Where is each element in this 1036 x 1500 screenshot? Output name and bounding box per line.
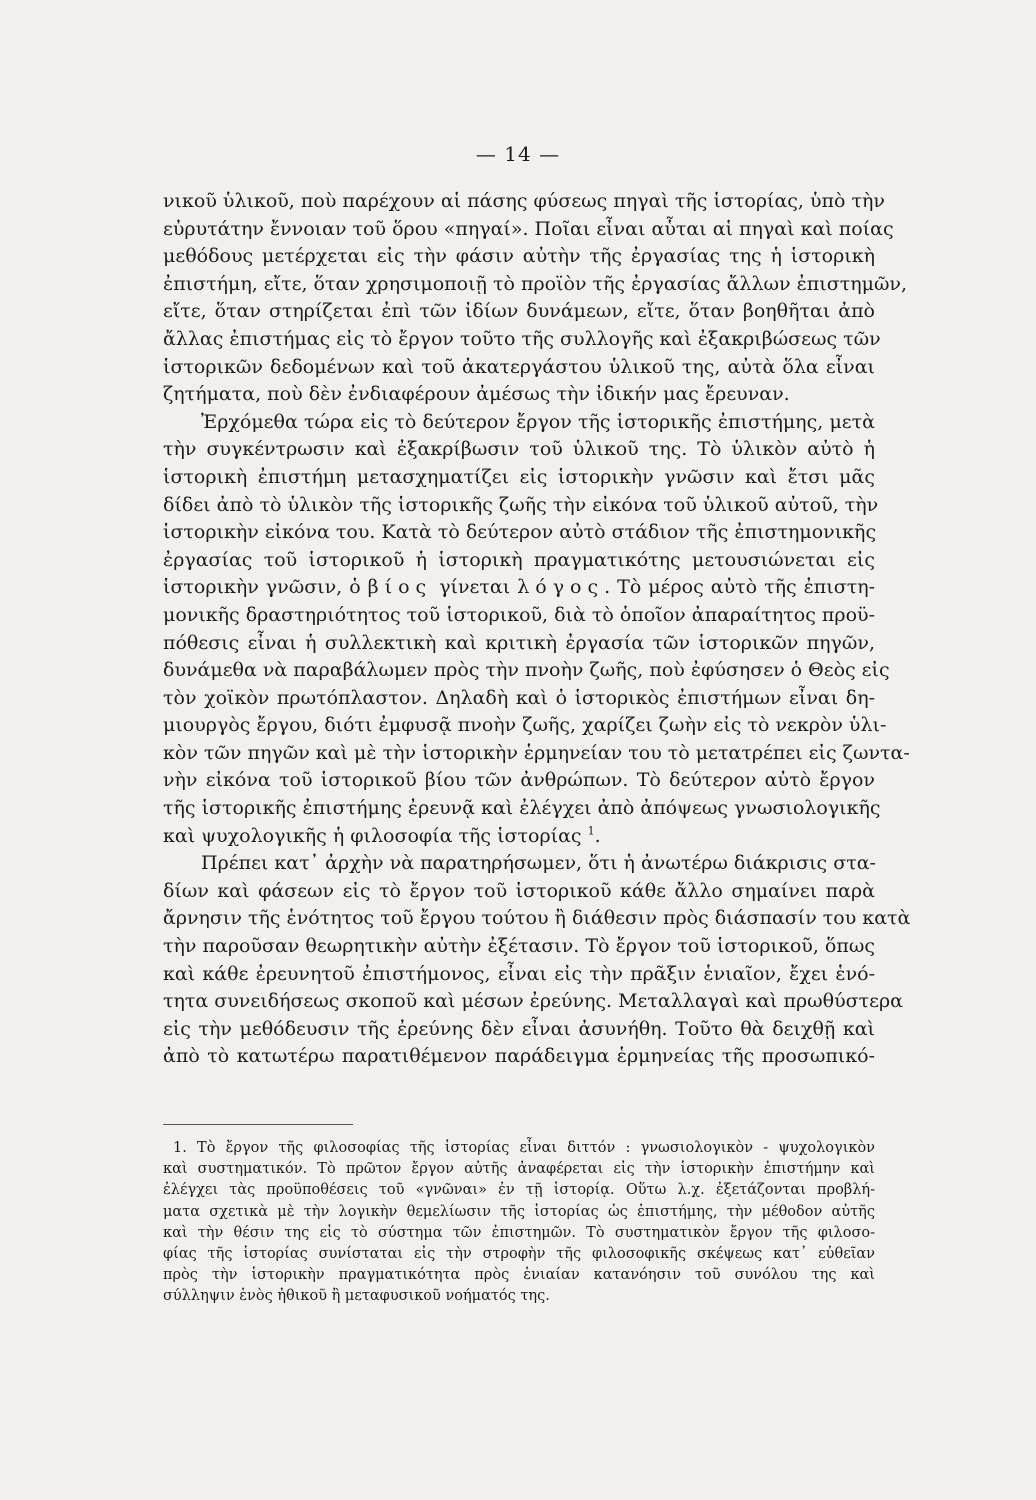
text-segment: καὶ ψυχολογικῆς ἡ φιλοσοφία τῆς ἱστορίας xyxy=(163,824,582,847)
text-line: εὐρυτάτην ἔννοιαν τοῦ ὅρου «πηγαί». Ποῖαι εἶναι αὗται αἱ πηγαὶ καὶ ποίας xyxy=(163,217,894,240)
text-segment: γίνεται xyxy=(439,576,511,599)
footnote-line: καὶ συστηματικόν. Τὸ πρῶτον ἔργον αὐτῆς ἀναφέρεται εἰς τὴν ἱστορικὴν ἐπιστήμην καὶ xyxy=(163,1161,875,1178)
footnote-line: 1. Τὸ ἔργον τῆς φιλοσοφίας τῆς ἱστορίας εἶναι διττόν : γνωσιολογικὸν - ψυχολογικὸν xyxy=(173,1140,875,1156)
text-line: δυνάμεθα νὰ παραβάλωμεν πρὸς τὴν πνοὴν ζωῆς, ποὺ ἐφύσησεν ὁ Θεὸς εἰς xyxy=(163,659,890,682)
footnote-divider xyxy=(163,1124,353,1125)
text-line: ἱστορικὴν εἰκόνα του. Κατὰ τὸ δεύτερον αὐτὸ στάδιον τῆς ἐπιστημονικῆς xyxy=(163,521,877,544)
text-line xyxy=(163,823,875,851)
main-text xyxy=(163,188,911,1071)
text-line: καὶ κάθε ἐρευνητοῦ ἐπιστήμονος, εἶναι εἰς τὴν πρᾶξιν ἑνιαῖον, ἔχει ἑνό- xyxy=(163,962,875,985)
text-line: ἀπὸ τὸ κατωτέρω παρατιθέμενον παράδειγμα ἑρμηνείας τῆς προσωπικό- xyxy=(163,1045,875,1068)
text-line: δίων καὶ φάσεων εἰς τὸ ἔργον τοῦ ἱστορικοῦ κάθε ἄλλο σημαίνει παρὰ xyxy=(163,879,875,902)
text-line: ἄλλας ἐπιστήμας εἰς τὸ ἔργον τοῦτο τῆς συλλογῆς καὶ ἐξακριβώσεως τῶν xyxy=(163,327,881,350)
text-line: ἐργασίας τοῦ ἱστορικοῦ ἡ ἱστορικὴ πραγματικότης μετουσιώνεται εἰς xyxy=(163,548,875,571)
footnote-line: φίας τῆς ἱστορίας συνίσταται εἰς τὴν στροφὴν τῆς φιλοσοφικῆς σκέψεως κατ᾽ εὐθεῖαν xyxy=(163,1245,875,1262)
text-line: νὴν εἰκόνα τοῦ ἱστορικοῦ βίου τῶν ἀνθρώπων. Τὸ δεύτερον αὐτὸ ἔργον xyxy=(163,769,875,792)
spaced-word: βίος xyxy=(367,576,433,599)
footnote-marker: 1 xyxy=(587,824,595,838)
text-line: ἐπιστήμη, εἴτε, ὅταν χρησιμοποιῇ τὸ προϊὸν τῆς ἐργασίας ἄλλων ἐπιστημῶν, xyxy=(163,272,908,295)
text-line: ἄρνησιν τῆς ἑνότητος τοῦ ἔργου τούτου ἢ διάθεσιν πρὸς διάσπασίν του κατὰ xyxy=(163,907,911,930)
text-segment: . xyxy=(594,824,601,847)
text-line: ἱστορικὴ ἐπιστήμη μετασχηματίζει εἰς ἱστορικὴν γνῶσιν καὶ ἔτσι μᾶς xyxy=(163,465,875,488)
spaced-word: λόγος xyxy=(517,576,605,599)
text-line: τὴν συγκέντρωσιν καὶ ἐξακρίβωσιν τοῦ ὑλικοῦ της. Τὸ ὑλικὸν αὐτὸ ἡ xyxy=(163,438,875,461)
text-line: εἴτε, ὅταν στηρίζεται ἐπὶ τῶν ἰδίων δυνάμεων, εἴτε, ὅταν βοηθῆται ἀπὸ xyxy=(163,300,875,323)
text-segment: ἱστορικὴν γνῶσιν, ὁ xyxy=(163,576,361,599)
text-line: τὸν χοϊκὸν πρωτόπλαστον. Δηλαδὴ καὶ ὁ ἱστορικὸς ἐπιστήμων εἶναι δη- xyxy=(163,686,875,709)
paragraph-start: Πρέπει κατ᾽ ἀρχὴν νὰ παρατηρήσωμεν, ὅτι ἡ ἀνωτέρω διάκρισις στα- xyxy=(201,852,876,875)
paragraph-start: Ἐρχόμεθα τώρα εἰς τὸ δεύτερον ἔργον τῆς ἱστορικῆς ἐπιστήμης, μετὰ xyxy=(201,410,875,433)
text-line xyxy=(163,574,875,602)
text-line: τὴν παροῦσαν θεωρητικὴν αὐτὴν ἐξέτασιν. Τὸ ἔργον τοῦ ἱστορικοῦ, ὅπως xyxy=(163,935,875,958)
text-line: ἱστορικῶν δεδομένων καὶ τοῦ ἀκατεργάστου ὑλικοῦ της, αὐτὰ ὅλα εἶναι xyxy=(163,355,875,378)
text-line: νικοῦ ὑλικοῦ, ποὺ παρέχουν αἱ πάσης φύσεως πηγαὶ τῆς ἱστορίας, ὑπὸ τὴν xyxy=(163,190,885,212)
page-number: — 14 — xyxy=(475,142,561,166)
footnote-line: καὶ τὴν θέσιν της εἰς τὸ σύστημα τῶν ἐπιστημῶν. Τὸ συστηματικὸν ἔργον τῆς φιλοσο- xyxy=(163,1224,875,1241)
text-segment: . Τὸ μέρος αὐτὸ τῆς ἐπιστη- xyxy=(604,576,876,599)
footnote xyxy=(163,1138,875,1308)
text-line: τῆς ἱστορικῆς ἐπιστήμης ἐρευνᾷ καὶ ἐλέγχει ἀπὸ ἀπόψεως γνωσιολογικῆς xyxy=(163,797,881,820)
footnote-line: ματα σχετικὰ μὲ τὴν λογικὴν θεμελίωσιν τῆς ἱστορίας ὡς ἐπιστήμης, τὴν μέθοδον αὐτῆς xyxy=(163,1203,875,1220)
footnote-line: σύλληψιν ἑνὸς ἠθικοῦ ἢ μεταφυσικοῦ νοήματός της. xyxy=(163,1288,550,1305)
text-line: μονικῆς δραστηριότητος τοῦ ἱστορικοῦ, διὰ τὸ ὁποῖον ἀπαραίτητος προϋ- xyxy=(163,603,875,626)
footnote-line: πρὸς τὴν ἱστορικὴν πραγματικότητα πρὸς ἑνιαίαν κατανόησιν τοῦ συνόλου της καὶ xyxy=(163,1267,875,1284)
text-line: κὸν τῶν πηγῶν καὶ μὲ τὴν ἱστορικὴν ἑρμηνείαν του τὸ μετατρέπει εἰς ζωντα- xyxy=(163,741,910,764)
text-line: μιουργὸς ἔργου, διότι ἐμφυσᾷ πνοὴν ζωῆς, χαρίζει ζωὴν εἰς τὸ νεκρὸν ὑλι- xyxy=(163,714,887,737)
text-line: ζητήματα, ποὺ δὲν ἐνδιαφέρουν ἀμέσως τὴν ἰδικήν μας ἔρευναν. xyxy=(163,383,790,406)
text-line: τητα συνειδήσεως σκοποῦ καὶ μέσων ἐρεύνης. Μεταλλαγαὶ καὶ πρωθύστερα xyxy=(163,990,903,1013)
footnote-line: ἐλέγχει τὰς προϋποθέσεις τοῦ «γνῶναι» ἐν τῇ ἱστορίᾳ. Οὕτω λ.χ. ἐξετάζονται προβλή- xyxy=(163,1182,875,1199)
text-line: εἰς τὴν μεθόδευσιν τῆς ἐρεύνης δὲν εἶναι ἀσυνήθη. Τοῦτο θὰ δειχθῇ καὶ xyxy=(163,1017,875,1040)
text-line: μεθόδους μετέρχεται εἰς τὴν φάσιν αὐτὴν τῆς ἐργασίας της ἡ ἱστορικὴ xyxy=(163,245,875,268)
text-line: δίδει ἀπὸ τὸ ὑλικὸν τῆς ἱστορικῆς ζωῆς τὴν εἰκόνα τοῦ ὑλικοῦ αὐτοῦ, τὴν xyxy=(163,493,879,516)
text-line: πόθεσις εἶναι ἡ συλλεκτικὴ καὶ κριτικὴ ἐργασία τῶν ἱστορικῶν πηγῶν, xyxy=(163,631,875,654)
